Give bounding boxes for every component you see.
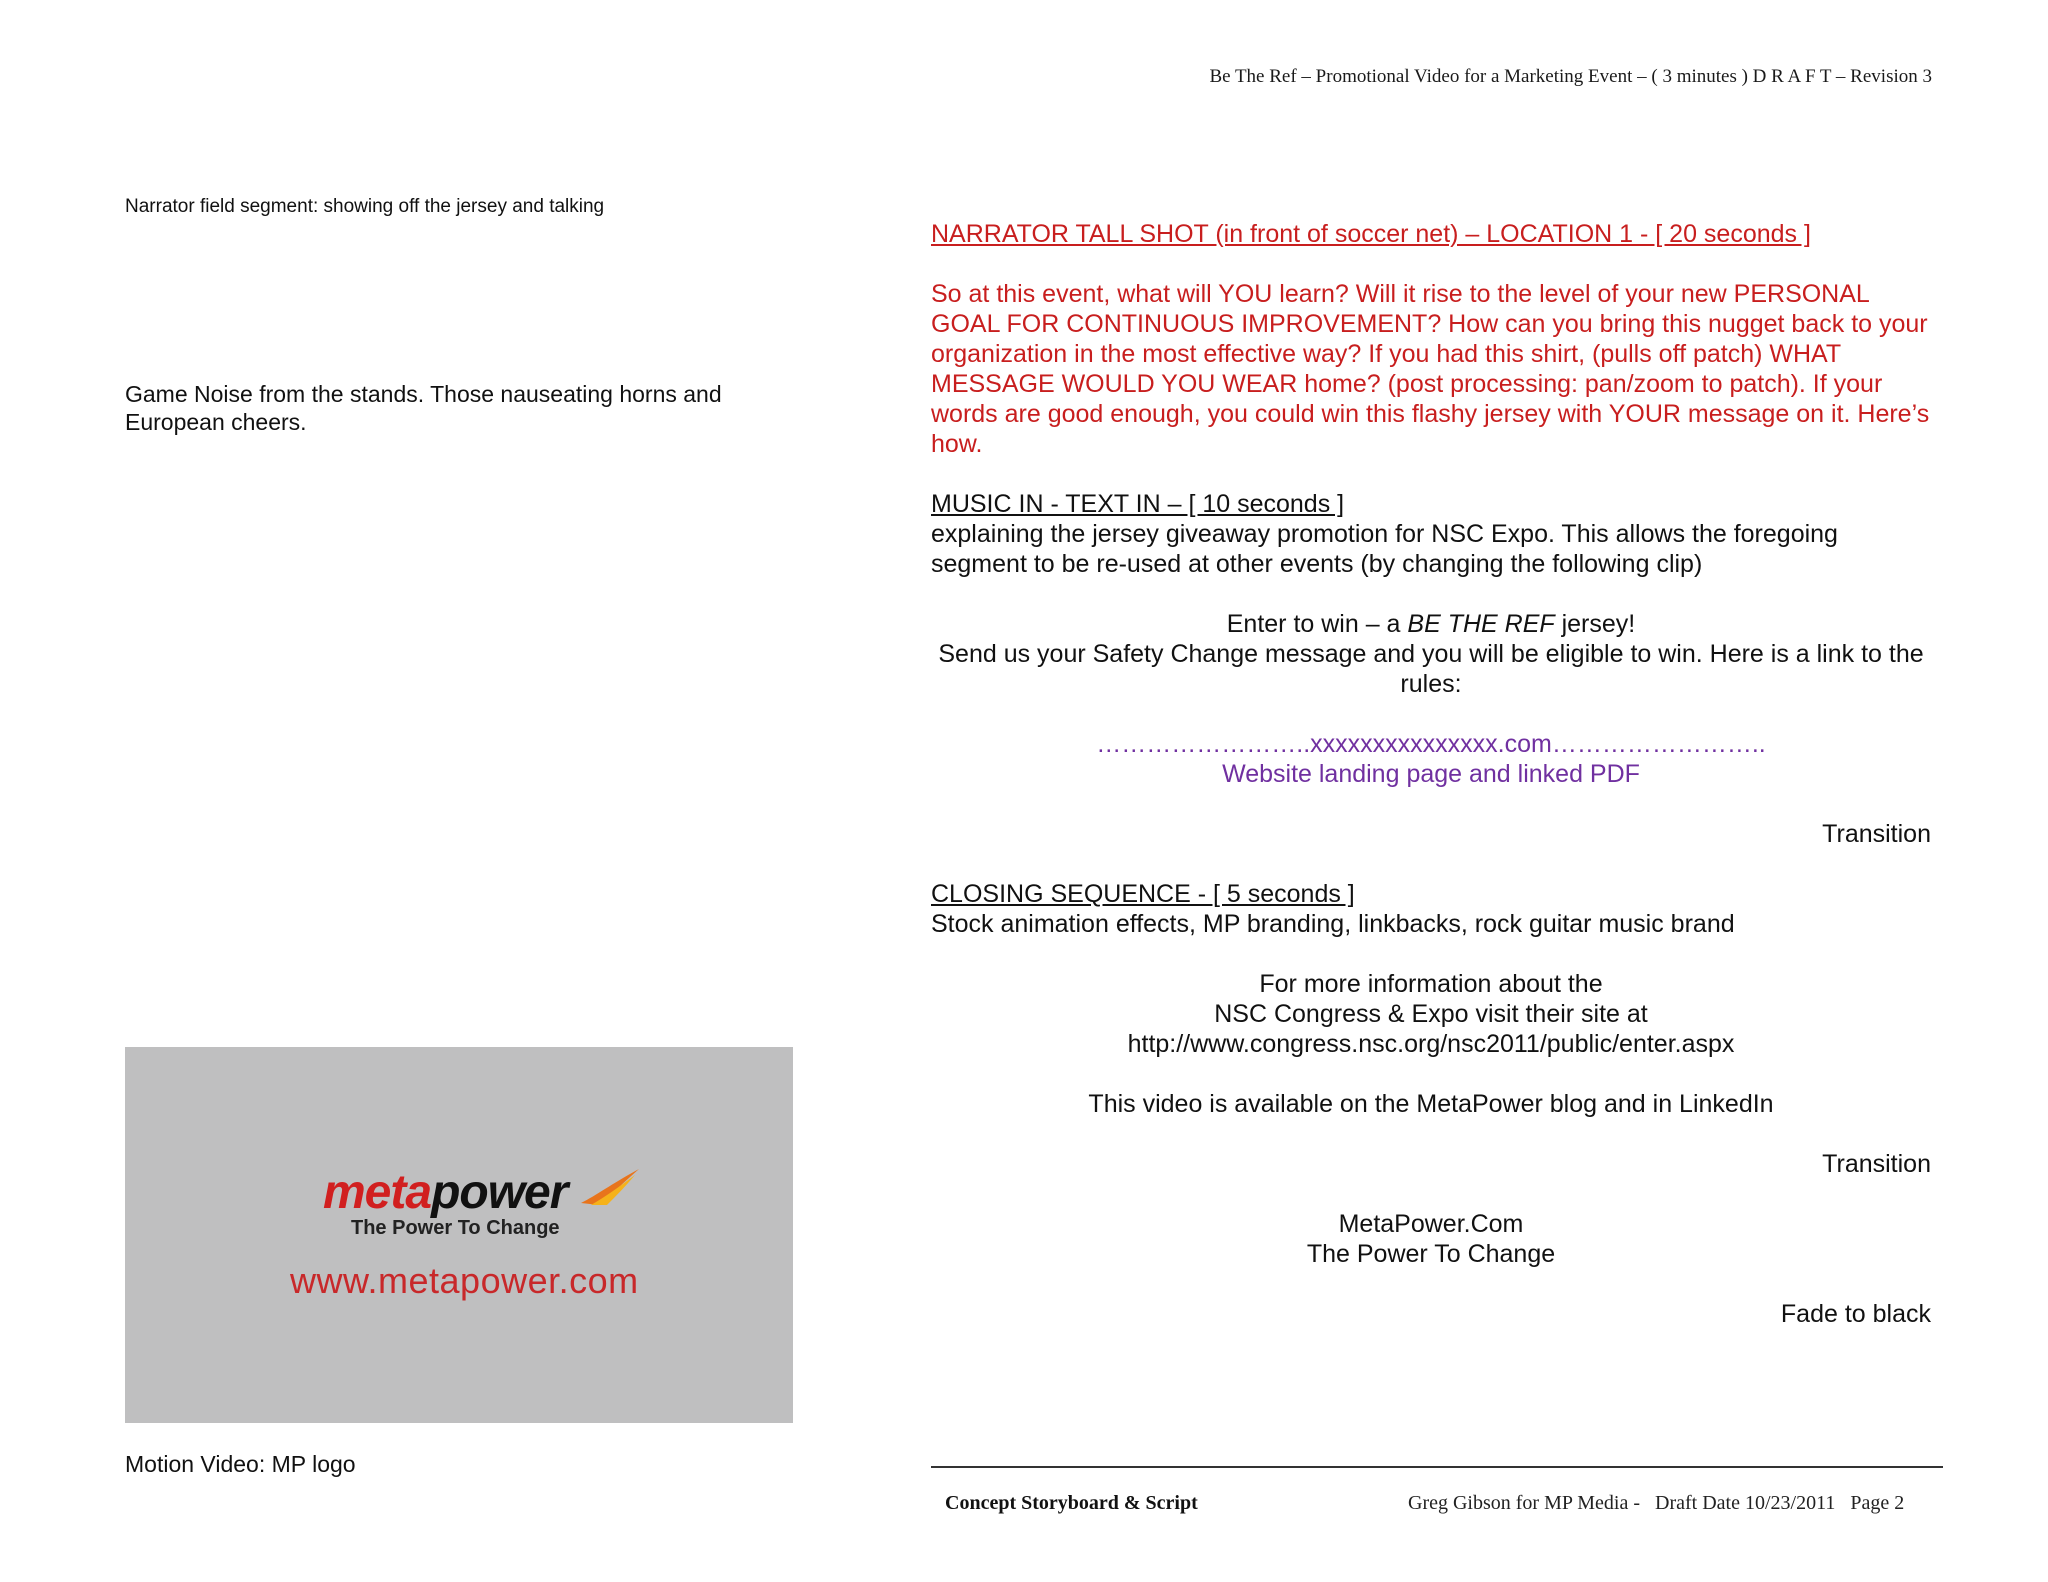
footer-divider [931, 1466, 1943, 1468]
wordmark-meta: meta [323, 1166, 432, 1219]
send-message-text: Send us your Safety Change message and you will be eligible to win. Here is a link to the rules: [938, 640, 1924, 698]
fade-cue: Fade to black [1780, 1300, 1931, 1328]
enter-suffix: jersey! [1554, 610, 1636, 638]
narrator-segment-note: Narrator field segment: showing off the jersey and talking [125, 196, 605, 217]
script-column [931, 219, 1931, 1329]
closing-heading: CLOSING SEQUENCE - [ 5 seconds ] [931, 880, 1355, 908]
logo-tagline: The Power To Change [351, 1217, 560, 1239]
metapower-logo-frame [125, 1047, 793, 1423]
be-the-ref-emphasis: BE THE REF [1407, 610, 1555, 638]
enter-prefix: Enter to win – a [1226, 610, 1408, 638]
metapower-wordmark [323, 1165, 567, 1220]
link-caption: Website landing page and linked PDF [1222, 760, 1640, 788]
info-line-2: NSC Congress & Expo visit their site at [1214, 1000, 1648, 1028]
transition-cue-2: Transition [1822, 1150, 1931, 1178]
game-noise-note: Game Noise from the stands. Those nauseating horns and European cheers. [125, 381, 722, 435]
music-heading: MUSIC IN - TEXT IN – [ 10 seconds ] [931, 490, 1345, 518]
music-description: explaining the jersey giveaway promotion for NSC Expo. This allows the foregoing segment to be re-used at other events (by changing the following clip) [931, 520, 1838, 578]
logo-url: www.metapower.com [290, 1260, 639, 1301]
motion-video-caption: Motion Video: MP logo [125, 1451, 356, 1477]
footer-title: Concept Storyboard & Script [945, 1492, 1198, 1514]
narrator-script: So at this event, what will YOU learn? Will it rise to the level of your new PERSONAL GOAL FOR CONTINUOUS IMPROVEMENT? How can you bring this nugget back to your organization in the most effective way? If you had this shirt, (pulls off patch) WHAT MESSAGE WOULD YOU WEAR home? (post processing: pan/zoom to patch). If your words are good enough, you could win this flashy jersey with YOUR message on it. Here’s how. [931, 280, 1930, 458]
nsc-url[interactable]: http://www.congress.nsc.org/nsc2011/public/enter.aspx [1127, 1030, 1735, 1058]
info-line-1: For more information about the [1259, 970, 1603, 998]
document-header: Be The Ref – Promotional Video for a Marketing Event – ( 3 minutes ) D R A F T – Revision 3 [1209, 66, 1932, 87]
brand-site: MetaPower.Com [1338, 1210, 1524, 1238]
wordmark-power: power [431, 1166, 568, 1219]
availability-note: This video is available on the MetaPower blog and in LinkedIn [1088, 1090, 1774, 1118]
rules-link[interactable]: ……………………..xxxxxxxxxxxxxxx.com…………………….. [1096, 730, 1766, 758]
narrator-heading: NARRATOR TALL SHOT (in front of soccer net) – LOCATION 1 - [ 20 seconds ] [931, 220, 1811, 248]
footer-meta: Greg Gibson for MP Media - Draft Date 10/23/2011 Page 2 [1408, 1492, 1905, 1514]
brand-tagline: The Power To Change [1306, 1240, 1556, 1268]
transition-cue-1: Transition [1822, 820, 1931, 848]
closing-description: Stock animation effects, MP branding, linkbacks, rock guitar music brand [931, 910, 1735, 938]
flame-swoosh-icon [573, 1165, 643, 1207]
enter-to-win-line [931, 609, 1931, 639]
